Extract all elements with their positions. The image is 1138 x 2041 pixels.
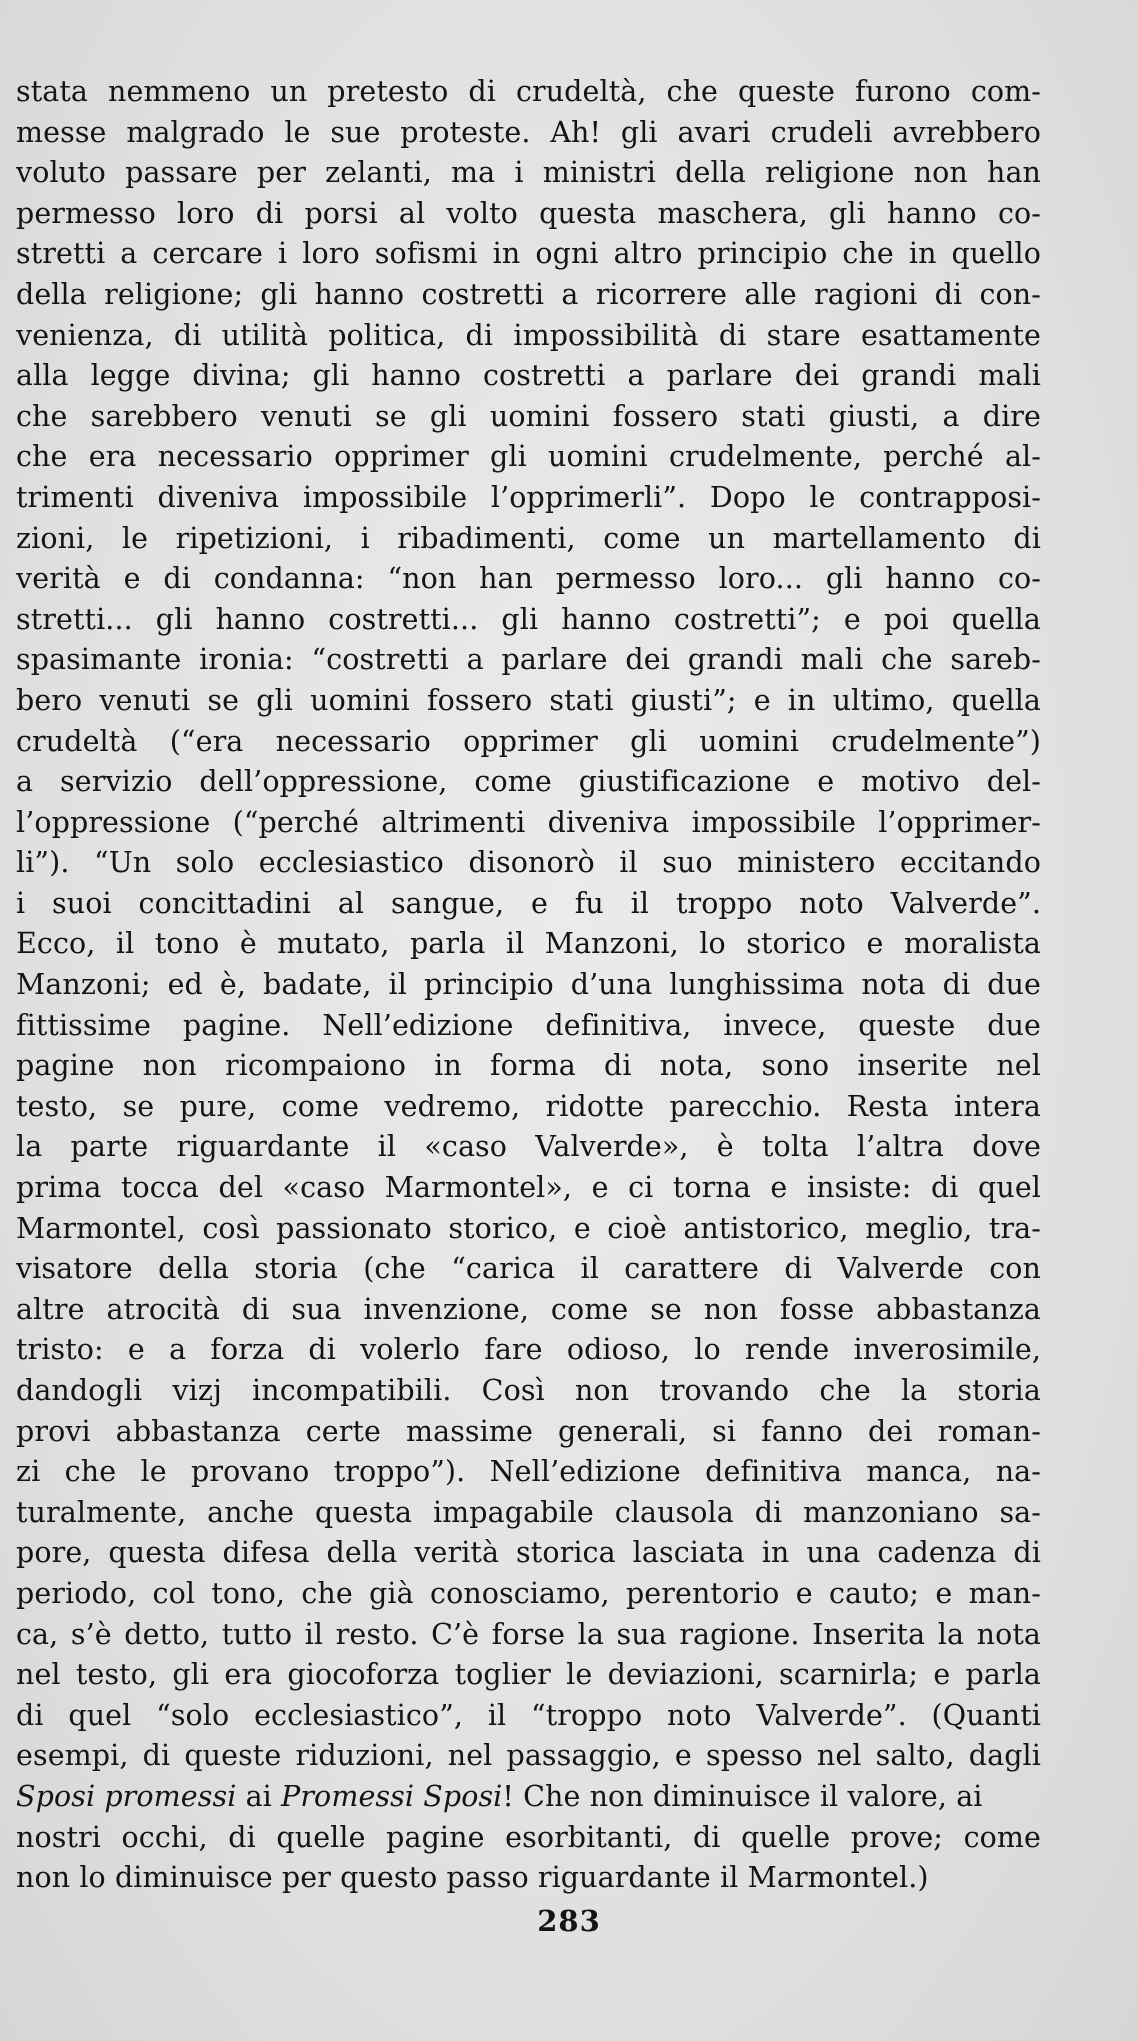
text-line: visatore della storia (che “carica il carattere di Valverde con	[16, 1252, 1041, 1286]
text-line: bero venuti se gli uomini fossero stati giusti”; e in ultimo, quella	[16, 683, 1041, 717]
text-line: testo, se pure, come vedremo, ridotte parecchio. Resta intera	[16, 1089, 1041, 1123]
text-line: Ecco, il tono è mutato, parla il Manzoni, lo storico e moralista	[16, 927, 1041, 961]
text-line: altre atrocità di sua invenzione, come se non fosse abbastanza	[16, 1292, 1041, 1326]
text-line: fittissime pagine. Nell’edizione definitiva, invece, queste due	[16, 1008, 1041, 1042]
text-line: di quel “solo ecclesiastico”, il “troppo noto Valverde”. (Quanti	[16, 1698, 1041, 1732]
text-line: Marmontel, così passionato storico, e cioè antistorico, meglio, tra-	[16, 1211, 1041, 1245]
text-line: la parte riguardante il «caso Valverde», è tolta l’altra dove	[16, 1130, 1041, 1164]
text-line: alla legge divina; gli hanno costretti a parlare dei grandi mali	[16, 359, 1041, 393]
text-line: pore, questa difesa della verità storica lasciata in una cadenza di	[16, 1536, 1041, 1570]
text-line: stretti... gli hanno costretti... gli hanno costretti”; e poi quella	[16, 602, 1041, 636]
text-line: venienza, di utilità politica, di impossibilità di stare esattamente	[16, 318, 1041, 352]
text-line: pagine non ricompaiono in forma di nota, sono inserite nel	[16, 1049, 1041, 1083]
text-segment: ai	[236, 1779, 282, 1813]
text-line: nostri occhi, di quelle pagine esorbitanti, di quelle prove; come	[16, 1820, 1041, 1854]
text-line: li”). “Un solo ecclesiastico disonorò il suo ministero eccitando	[16, 846, 1041, 880]
text-line: esempi, di queste riduzioni, nel passaggio, e spesso nel salto, dagli	[16, 1739, 1041, 1773]
text-line: nel testo, gli era giocoforza toglier le deviazioni, scarnirla; e parla	[16, 1658, 1041, 1692]
text-line-last: non lo diminuisce per questo passo riguardante il Marmontel.)	[16, 1861, 929, 1895]
text-line: l’oppressione (“perché altrimenti diveniva impossibile l’opprimer-	[16, 805, 1041, 839]
text-line: messe malgrado le sue proteste. Ah! gli avari crudeli avrebbero	[16, 115, 1041, 149]
text-line: trimenti diveniva impossibile l’opprimerli”. Dopo le contrapposi-	[16, 480, 1041, 514]
text-line-with-titles	[16, 1777, 1041, 1818]
text-line: spasimante ironia: “costretti a parlare dei grandi mali che sareb-	[16, 643, 1041, 677]
text-line: zi che le provano troppo”). Nell’edizione definitiva manca, na-	[16, 1455, 1041, 1489]
text-line: che era necessario opprimer gli uomini crudelmente, perché al-	[16, 440, 1041, 474]
text-line: permesso loro di porsi al volto questa maschera, gli hanno co-	[16, 196, 1041, 230]
text-line: stata nemmeno un pretesto di crudeltà, che queste furono com-	[16, 75, 1041, 108]
body-text	[16, 72, 1041, 1899]
book-title-sposi-promessi: Sposi promessi	[16, 1779, 237, 1813]
text-line: prima tocca del «caso Marmontel», e ci torna e insiste: di quel	[16, 1171, 1041, 1205]
text-line: ca, s’è detto, tutto il resto. C’è forse la sua ragione. Inserita la nota	[16, 1617, 1041, 1651]
text-segment: ! Che non diminuisce il valore, ai	[502, 1779, 983, 1813]
text-line: zioni, le ripetizioni, i ribadimenti, come un martellamento di	[16, 521, 1041, 555]
text-line: periodo, col tono, che già conosciamo, perentorio e cauto; e man-	[16, 1576, 1041, 1610]
text-line: provi abbastanza certe massime generali, si fanno dei roman-	[16, 1414, 1041, 1448]
text-line: della religione; gli hanno costretti a ricorrere alle ragioni di con-	[16, 277, 1041, 311]
text-line: verità e di condanna: “non han permesso loro... gli hanno co-	[16, 562, 1041, 596]
text-line: che sarebbero venuti se gli uomini fossero stati giusti, a dire	[16, 399, 1041, 433]
text-line: dandogli vizj incompatibili. Così non trovando che la storia	[16, 1374, 1041, 1407]
text-line: tristo: e a forza di volerlo fare odioso, lo rende inverosimile,	[16, 1333, 1041, 1367]
text-line: turalmente, anche questa impagabile clausola di manzoniano sa-	[16, 1495, 1041, 1529]
text-line: Manzoni; ed è, badate, il principio d’una lunghissima nota di due	[16, 968, 1041, 1002]
text-line: stretti a cercare i loro sofismi in ogni altro principio che in quello	[16, 237, 1041, 271]
book-title-promessi-sposi: Promessi Sposi	[281, 1779, 503, 1813]
text-line: i suoi concittadini al sangue, e fu il troppo noto Valverde”.	[16, 886, 1041, 920]
page-number: 283	[537, 1904, 601, 1938]
text-line: voluto passare per zelanti, ma i ministri della religione non han	[16, 156, 1041, 190]
text-line: crudeltà (“era necessario opprimer gli uomini crudelmente”)	[16, 724, 1041, 758]
text-line: a servizio dell’oppressione, come giustificazione e motivo del-	[16, 765, 1041, 799]
